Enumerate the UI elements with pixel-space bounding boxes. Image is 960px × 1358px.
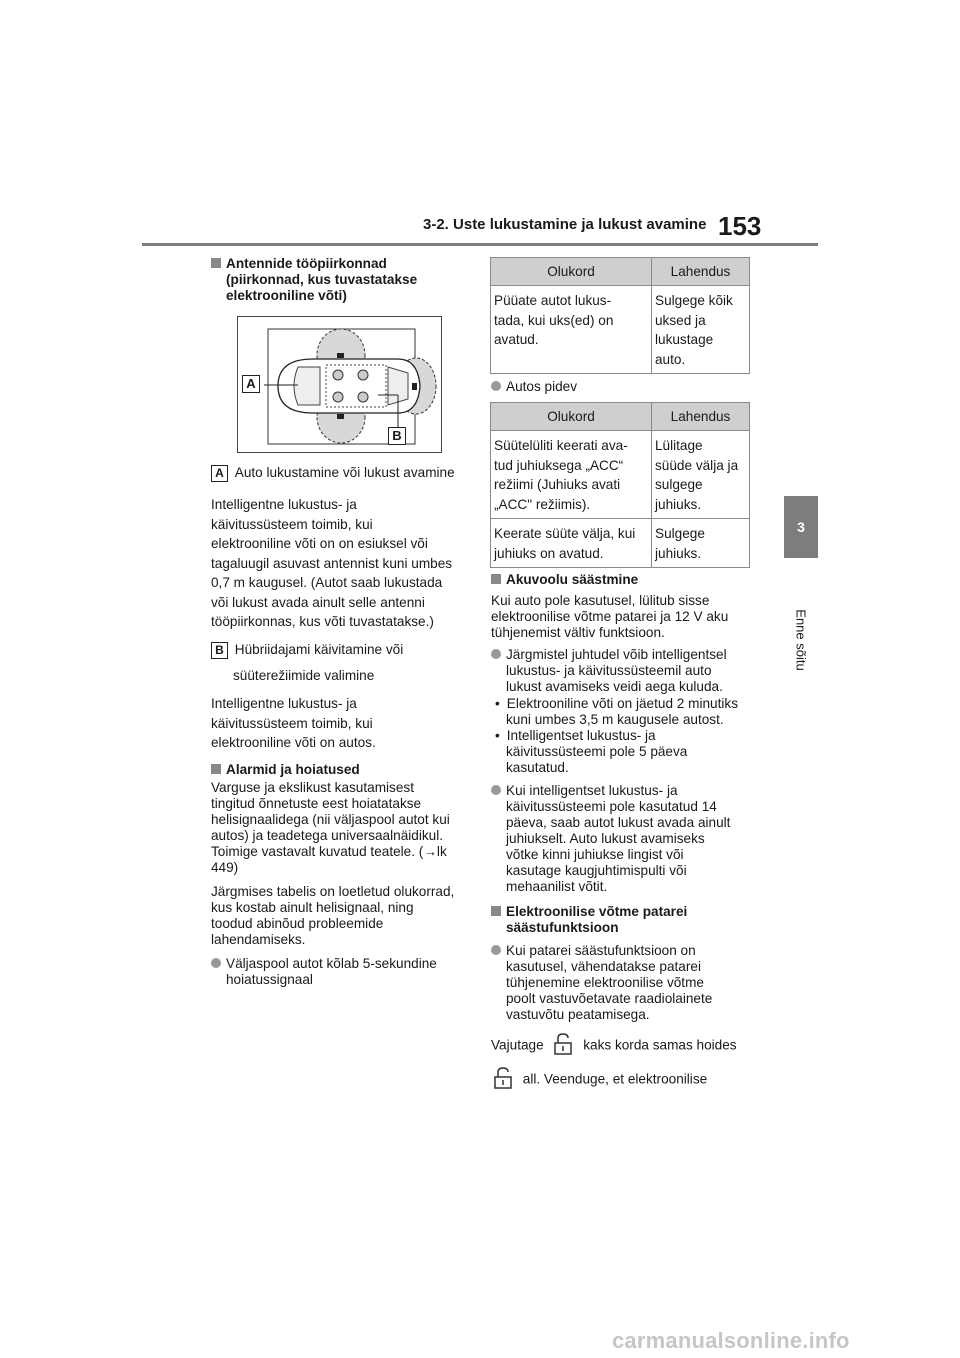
key-battery-heading: [491, 904, 687, 936]
section-title: 3-2. Uste lukustamine ja lukust avamine: [423, 216, 707, 233]
press-instruction: [491, 1032, 737, 1060]
table-cell: Süütelüliti keerati ava- tud juhiuksega „ACC“ režiimi (Juhiuks avati „ACC" režiimis).: [491, 431, 652, 519]
table-row: [491, 286, 750, 374]
text-line: Elektrooniline võti on jäetud 2 minutiks: [506, 696, 738, 711]
text-segment: all. Veenduge, et elektroonilise: [522, 1071, 708, 1087]
figure-label-a: A: [242, 375, 260, 393]
text-line: kuni umbes 3,5 m kaugusele autost.: [506, 712, 724, 727]
text-line: tagaluugil asuvast antennist kuni umbes: [211, 555, 453, 571]
alarm-text: [211, 780, 471, 876]
table-row: [491, 519, 750, 568]
inside-bullet: [491, 379, 577, 395]
table-cell: Sulgege juhiuks.: [652, 519, 750, 568]
text-line: poolt vastuvõetavate raadiolainete: [506, 991, 713, 1006]
caption-a: [211, 465, 455, 482]
text-line: või lukust avada ainult selle antenni: [211, 594, 425, 610]
table-cell: Sulgege kõik uksed ja lukustage auto.: [652, 286, 750, 374]
square-bullet-icon: [211, 258, 221, 268]
antenna-heading-line: elektrooniline võti): [226, 288, 347, 303]
sub-bullet-1: [495, 696, 738, 728]
text-segment: kaks korda samas hoides: [583, 1037, 737, 1053]
text-line: kus kostab ainult helisignaal, ning: [211, 900, 414, 915]
text-line: lukust avamiseks veidi aega kuluda.: [506, 679, 723, 694]
chapter-tab: [784, 496, 818, 558]
circle-bullet-icon: [491, 381, 501, 391]
badge-a: A: [211, 465, 228, 482]
text-line: mehaanilist võtit.: [506, 879, 608, 894]
text-line: käivitussüsteem toimib, kui: [211, 715, 373, 731]
outside-bullet: [211, 956, 437, 988]
text-line: elektrooniline võti on on esiuksel või: [211, 536, 428, 551]
text-line: Järgmistel juhtudel võib intelligentsel: [506, 647, 727, 662]
circle-bullet-icon: [491, 649, 501, 659]
text-line: lukustus- ja käivitussüsteemil auto: [506, 663, 712, 678]
key-heading-line: Elektroonilise võtme patarei: [506, 904, 688, 919]
b-description: [211, 694, 376, 753]
text-line: käivitussüsteemi pole 5 päeva: [506, 744, 688, 759]
text-line: vastuvõtu peatamisega.: [506, 1007, 650, 1022]
caption-b: [211, 642, 403, 659]
bullet-delay: [491, 647, 727, 695]
col-header-solution: Lahendus: [652, 258, 750, 286]
text-line: Kui intelligentset lukustus- ja: [506, 783, 678, 798]
hold-instruction: [491, 1066, 707, 1094]
chapter-label: Enne sõitu: [793, 609, 809, 671]
key-heading-line: säästufunktsioon: [506, 920, 619, 935]
sub-bullet-icon: •: [495, 696, 500, 711]
sub-bullet-2: [495, 728, 687, 776]
text-line: elektroonilise võtme patarei ja 12 V aku: [491, 609, 729, 624]
square-bullet-icon: [211, 764, 221, 774]
text-line: tingitud õnnetuste eest hoiatatakse: [211, 796, 422, 811]
text-segment: Vajutage: [491, 1037, 544, 1053]
chapter-number: 3: [797, 519, 805, 535]
text-line: kasutatud.: [506, 760, 569, 775]
circle-bullet-icon: [211, 958, 221, 968]
outside-alert-table: [490, 257, 750, 374]
circle-bullet-icon: [491, 785, 501, 795]
alarm-heading-text: Alarmid ja hoiatused: [226, 762, 360, 777]
text-line: juhiukselt. Auto lukust avamiseks: [506, 831, 705, 846]
text-line: tööpiirkonnas, kus võti tuvastatakse.): [211, 614, 434, 629]
col-header-situation: Olukord: [491, 258, 652, 286]
sub-bullet-icon: •: [495, 728, 500, 743]
alarm-heading: [211, 762, 360, 778]
table-cell: Keerate süüte välja, kui juhiuks on avatud.: [491, 519, 652, 568]
text-line: Toimige vastavalt kuvatud teatele. (: [211, 844, 424, 859]
battery-heading-text: Akuvoolu säästmine: [506, 572, 639, 587]
text-line: käivitussüsteemi pole kasutatud 14: [506, 799, 717, 814]
table-intro: [211, 884, 454, 948]
antenna-heading-line: (piirkonnad, kus tuvastatakse: [226, 272, 418, 287]
antenna-heading: [211, 256, 461, 304]
square-bullet-icon: [491, 574, 501, 584]
text-line: Intelligentset lukustus- ja: [506, 728, 656, 743]
text-line: Kui auto pole kasutusel, lülitub sisse: [491, 593, 710, 608]
square-bullet-icon: [491, 906, 501, 916]
col-header-solution: Lahendus: [652, 403, 750, 431]
text-line: kasutage kaugjuhtimispulti või: [506, 863, 687, 878]
page-reference[interactable]: →lk: [423, 844, 447, 859]
watermark: carmanualsonline.info: [612, 1328, 850, 1353]
caption-a-text: Auto lukustamine või lukust avamine: [234, 465, 455, 480]
figure-label-b: B: [388, 427, 406, 445]
chapter-label-container: [776, 600, 826, 680]
bullet-saving-mode: [491, 943, 712, 1023]
inside-alert-table: [490, 402, 750, 568]
text-line: kasutusel, vähendatakse patarei: [506, 959, 701, 974]
text-line: toodud abinõud probleemide: [211, 916, 384, 931]
text-line: Intelligentne lukustus- ja: [211, 497, 357, 512]
text-line: 0,7 m kaugusel. (Autot saab lukustada: [211, 575, 443, 590]
col-header-situation: Olukord: [491, 403, 652, 431]
text-line: helisignaalidega (nii väljaspool autot kui: [211, 812, 450, 827]
bullet-14-days: [491, 783, 730, 895]
text-line: käivitussüsteem toimib, kui: [211, 516, 373, 532]
text-line: päeva, saab autot lukust avada ainult: [506, 815, 731, 830]
header-divider: [142, 243, 818, 246]
text-line: tühjenemist vältiv funktsioon.: [491, 625, 665, 640]
text-line: Autos pidev: [506, 379, 578, 394]
car-top-view-icon: [238, 317, 442, 453]
battery-text: [491, 593, 728, 641]
text-line: võtke kinni juhiukse lingist või: [506, 847, 684, 862]
table-row: [491, 431, 750, 519]
text-line: Kui patarei säästufunktsioon on: [506, 943, 696, 958]
text-line: Järgmises tabelis on loetletud olukorrad,: [211, 884, 455, 899]
text-line: elektrooniline võti on autos.: [211, 735, 376, 750]
a-description: [211, 495, 452, 632]
table-cell: Püüate autot lukus- tada, kui uks(ed) on avatud.: [491, 286, 652, 374]
badge-b: B: [211, 642, 228, 659]
text-line: tühjenemine elektroonilise võtme: [506, 975, 704, 990]
unlock-icon: [493, 1066, 513, 1094]
caption-b-text-2: süüterežiimide valimine: [233, 668, 375, 683]
antenna-heading-line: Antennide tööpiirkonnad: [226, 256, 387, 271]
page-reference-number[interactable]: 449): [211, 860, 239, 875]
unlock-icon: [553, 1032, 573, 1060]
text-line: Intelligentne lukustus- ja: [211, 696, 357, 711]
text-line: Väljaspool autot kõlab 5-sekundine: [226, 956, 437, 971]
battery-heading: [491, 572, 638, 588]
table-cell: Lülitage süüde välja ja sulgege juhiuks.: [652, 431, 750, 519]
text-line: lahendamiseks.: [211, 932, 306, 947]
caption-b-text: Hübriidajami käivitamine või: [234, 642, 404, 657]
text-line: Varguse ja ekslikust kasutamisest: [211, 780, 414, 795]
page-number: 153: [718, 211, 762, 241]
antenna-range-figure: [237, 316, 442, 453]
text-line: hoiatussignaal: [226, 972, 313, 987]
text-line: autos) ja teadetega universaalnäidikul.: [211, 828, 444, 843]
circle-bullet-icon: [491, 945, 501, 955]
